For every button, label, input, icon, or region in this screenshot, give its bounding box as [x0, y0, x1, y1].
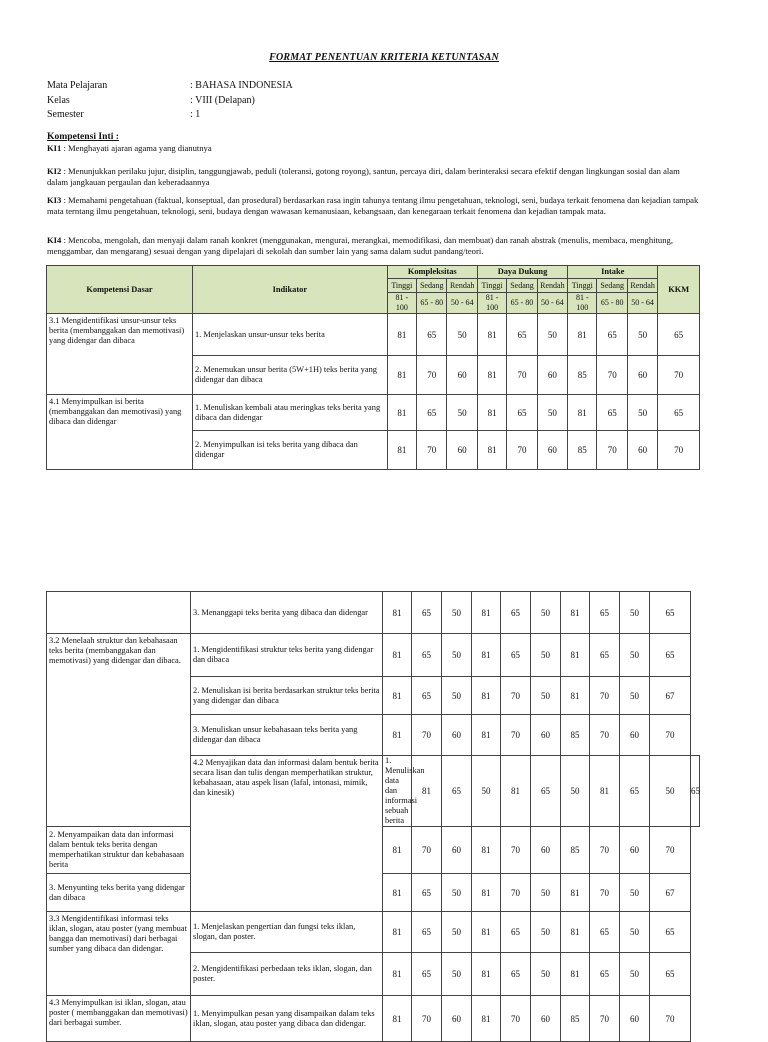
score-cell: 81	[561, 634, 590, 677]
header-range: 50 - 64	[537, 293, 567, 314]
score-cell: 70	[412, 827, 442, 874]
ki-paragraph	[47, 235, 702, 257]
score-cell: 81	[472, 634, 501, 677]
score-cell: 85	[561, 715, 590, 756]
score-cell: 81	[383, 874, 412, 912]
score-cell: 50	[537, 314, 567, 356]
score-cell: 65	[531, 756, 561, 827]
table-row	[47, 634, 700, 677]
score-cell: 81	[477, 431, 506, 470]
kkm-value-cell: 65	[650, 592, 691, 634]
score-cell: 85	[561, 827, 590, 874]
ki-text: : Menghayati ajaran agama yang dianutnya	[61, 143, 212, 153]
score-cell: 60	[442, 996, 472, 1042]
score-cell: 65	[412, 953, 442, 996]
score-cell: 70	[590, 996, 620, 1042]
score-cell: 65	[501, 953, 531, 996]
score-cell: 70	[412, 715, 442, 756]
ki-text: : Memahami pengetahuan (faktual, konseptual, dan prosedural) berdasarkan rasa ingin tahunya tentang ilmu pengetahuan, teknologi, seni, budaya terkait fenomena dan kejadian tampak mata terntang ilmu pengetahuan, teknologi, seni, budaya dengan wawasan kemanusiaan, kebangsaan, dan kenegaraan terkait fenomena dan kejadian tampak mata.	[47, 195, 699, 216]
table-row	[47, 912, 700, 953]
score-cell: 50	[472, 756, 501, 827]
score-cell: 85	[561, 996, 590, 1042]
score-cell: 70	[412, 996, 442, 1042]
score-cell: 50	[442, 634, 472, 677]
score-cell: 65	[597, 314, 627, 356]
ki-code: KI4	[47, 235, 62, 245]
score-cell: 81	[472, 874, 501, 912]
ki-code: KI3	[47, 195, 62, 205]
score-cell: 70	[590, 715, 620, 756]
score-cell: 50	[442, 874, 472, 912]
score-cell: 50	[531, 677, 561, 715]
header-indikator: Indikator	[193, 266, 388, 314]
score-cell: 70	[417, 431, 447, 470]
score-cell: 81	[387, 356, 416, 395]
kkm-value-cell: 70	[650, 715, 691, 756]
score-cell: 65	[412, 874, 442, 912]
score-cell: 81	[383, 592, 412, 634]
score-cell: 81	[472, 996, 501, 1042]
header-range: 50 - 64	[627, 293, 657, 314]
score-cell: 81	[472, 912, 501, 953]
score-cell: 65	[412, 634, 442, 677]
score-cell: 81	[561, 912, 590, 953]
score-cell: 65	[507, 314, 537, 356]
score-cell: 65	[590, 912, 620, 953]
score-cell: 81	[561, 592, 590, 634]
kkm-value-cell: 70	[658, 431, 700, 470]
score-cell: 85	[568, 431, 597, 470]
indikator-cell: 1. Menyimpulkan pesan yang disampaikan dalam teks iklan, slogan, atau poster yang dibaca dan didengar.	[191, 996, 383, 1042]
score-cell: 50	[650, 756, 691, 827]
score-cell: 81	[561, 874, 590, 912]
indikator-cell: 2. Menemukan unsur berita (5W+1H) teks berita yang didengar dan dibaca	[193, 356, 388, 395]
score-cell: 81	[561, 677, 590, 715]
indikator-cell: 3. Menanggapi teks berita yang dibaca dan didengar	[191, 592, 383, 634]
header-level: Sedang	[417, 279, 447, 293]
score-cell: 65	[590, 953, 620, 996]
score-cell: 70	[501, 677, 531, 715]
score-cell: 81	[472, 715, 501, 756]
kompetensi-dasar-cell: 3.1 Mengidentifikasi unsur-unsur teks berita (membanggakan dan memotivasi) yang didengar dan dibaca	[47, 314, 193, 395]
score-cell: 60	[531, 827, 561, 874]
indikator-cell: 2. Menyimpulkan isi teks berita yang dibaca dan didengar	[193, 431, 388, 470]
score-cell: 81	[383, 677, 412, 715]
table-row	[47, 592, 700, 634]
score-cell: 65	[590, 592, 620, 634]
header-range: 50 - 64	[447, 293, 477, 314]
kkm-value-cell: 70	[650, 996, 691, 1042]
score-cell: 81	[383, 827, 412, 874]
score-cell: 81	[383, 953, 412, 996]
score-cell: 60	[620, 715, 650, 756]
score-cell: 81	[477, 314, 506, 356]
indikator-cell: 1. Menuliskan data dan informasi sebuah berita	[383, 756, 412, 827]
score-cell: 50	[442, 953, 472, 996]
score-cell: 60	[447, 356, 477, 395]
table-body	[47, 592, 700, 1042]
kkm-value-cell: 67	[650, 677, 691, 715]
score-cell: 81	[568, 395, 597, 431]
indikator-cell: 2. Menyampaikan data dan informasi dalam bentuk teks berita dengan memperhatikan struktur dan kebahasaan berita	[47, 827, 191, 874]
score-cell: 81	[472, 953, 501, 996]
score-cell: 65	[590, 634, 620, 677]
score-cell: 65	[412, 592, 442, 634]
meta-label: Semester	[47, 109, 84, 120]
table-row	[47, 314, 700, 356]
score-cell: 50	[620, 677, 650, 715]
header-intake: Intake	[568, 266, 658, 279]
kkm-value-cell: 67	[650, 874, 691, 912]
score-cell: 60	[531, 996, 561, 1042]
ki-text: : Mencoba, mengolah, dan menyaji dalam ranah konkret (menggunakan, mengurai, merangkai, memodifikasi, dan membuat) dan ranah abstrak (menulis, membaca, menghitung, menggambar, dan mengarang) sesuai dengan yang dipelajari di sekolah dan sumber lain yang sama dalam sudut pandang/teori.	[47, 235, 673, 256]
score-cell: 50	[531, 953, 561, 996]
score-cell: 81	[383, 912, 412, 953]
header-level: Rendah	[447, 279, 477, 293]
kkm-value-cell: 65	[650, 634, 691, 677]
header-kompetensi-dasar: Kompetensi Dasar	[47, 266, 193, 314]
meta-value: : BAHASA INDONESIA	[190, 80, 293, 91]
indikator-cell: 1. Mengidentifikasi struktur teks berita yang didengar dan dibaca	[191, 634, 383, 677]
score-cell: 65	[620, 756, 650, 827]
score-cell: 81	[472, 827, 501, 874]
kompetensi-dasar-cell: 4.3 Menyimpulkan isi iklan, slogan, atau poster ( membanggakan dan memotivasi) dari berbagai sumber.	[47, 996, 191, 1042]
header-level: Tinggi	[477, 279, 506, 293]
score-cell: 60	[447, 431, 477, 470]
score-cell: 60	[627, 431, 657, 470]
document-title: FORMAT PENENTUAN KRITERIA KETUNTASAN	[269, 52, 499, 63]
kkm-table-page-2	[46, 591, 700, 1042]
ki-heading: Kompetensi Inti :	[47, 131, 119, 142]
meta-value: : 1	[190, 109, 201, 120]
ki-paragraph	[47, 143, 702, 154]
score-cell: 70	[597, 431, 627, 470]
indikator-cell: 1. Menjelaskan pengertian dan fungsi teks iklan, slogan, dan poster.	[191, 912, 383, 953]
score-cell: 70	[501, 715, 531, 756]
score-cell: 70	[501, 827, 531, 874]
header-level: Sedang	[507, 279, 537, 293]
header-kompleksitas: Kompleksitas	[387, 266, 477, 279]
header-range: 81 - 100	[477, 293, 506, 314]
kompetensi-dasar-cell: 3.3 Mengidentifikasi informasi teks iklan, slogan, atau poster (yang membuat bangga dan memotivasi) dari berbagai sumber yang dibaca dan didengar.	[47, 912, 191, 996]
score-cell: 50	[627, 395, 657, 431]
indikator-cell: 2. Menuliskan isi berita berdasarkan struktur teks berita yang didengar dan dibaca	[191, 677, 383, 715]
header-range: 81 - 100	[387, 293, 416, 314]
kkm-value-cell: 65	[658, 314, 700, 356]
score-cell: 70	[501, 996, 531, 1042]
score-cell: 81	[387, 395, 416, 431]
score-cell: 60	[627, 356, 657, 395]
score-cell: 50	[442, 912, 472, 953]
table-row	[47, 996, 700, 1042]
indikator-cell: 3. Menuliskan unsur kebahasaan teks berita yang didengar dan dibaca	[191, 715, 383, 756]
score-cell: 81	[472, 677, 501, 715]
score-cell: 65	[412, 677, 442, 715]
indikator-cell: 1. Menuliskan kembali atau meringkas teks berita yang dibaca dan didengar	[193, 395, 388, 431]
score-cell: 85	[568, 356, 597, 395]
meta-label: Mata Pelajaran	[47, 80, 108, 91]
header-level: Rendah	[627, 279, 657, 293]
indikator-cell: 3. Menyunting teks berita yang didengar dan dibaca	[47, 874, 191, 912]
score-cell: 70	[417, 356, 447, 395]
table-row	[47, 395, 700, 431]
score-cell: 81	[383, 996, 412, 1042]
header-range: 65 - 80	[417, 293, 447, 314]
kkm-table-page-1	[46, 265, 700, 470]
score-cell: 70	[590, 827, 620, 874]
score-cell: 50	[620, 912, 650, 953]
score-cell: 81	[568, 314, 597, 356]
score-cell: 60	[620, 996, 650, 1042]
score-cell: 60	[442, 715, 472, 756]
score-cell: 70	[507, 356, 537, 395]
score-cell: 50	[561, 756, 590, 827]
score-cell: 50	[531, 634, 561, 677]
kkm-value-cell: 65	[658, 395, 700, 431]
score-cell: 70	[501, 874, 531, 912]
kkm-value-cell: 70	[658, 356, 700, 395]
score-cell: 65	[442, 756, 472, 827]
score-cell: 65	[597, 395, 627, 431]
score-cell: 81	[472, 592, 501, 634]
score-cell: 50	[442, 592, 472, 634]
header-kkm: KKM	[658, 266, 700, 314]
kkm-value-cell: 65	[650, 912, 691, 953]
header-level: Rendah	[537, 279, 567, 293]
score-cell: 70	[507, 431, 537, 470]
score-cell: 50	[537, 395, 567, 431]
ki-paragraph	[47, 195, 702, 217]
score-cell: 60	[537, 356, 567, 395]
score-cell: 50	[620, 874, 650, 912]
score-cell: 65	[507, 395, 537, 431]
score-cell: 65	[417, 395, 447, 431]
ki-code: KI2	[47, 166, 62, 176]
header-level: Sedang	[597, 279, 627, 293]
score-cell: 81	[383, 715, 412, 756]
score-cell: 50	[531, 874, 561, 912]
header-daya-dukung: Daya Dukung	[477, 266, 567, 279]
score-cell: 50	[627, 314, 657, 356]
score-cell: 60	[537, 431, 567, 470]
score-cell: 81	[387, 431, 416, 470]
score-cell: 81	[412, 756, 442, 827]
score-cell: 50	[620, 592, 650, 634]
score-cell: 65	[412, 912, 442, 953]
score-cell: 70	[590, 677, 620, 715]
kompetensi-dasar-cell	[47, 592, 191, 634]
score-cell: 81	[561, 953, 590, 996]
score-cell: 65	[501, 912, 531, 953]
kkm-value-cell: 70	[650, 827, 691, 874]
score-cell: 50	[620, 953, 650, 996]
indikator-cell: 1. Menjelaskan unsur-unsur teks berita	[193, 314, 388, 356]
score-cell: 50	[531, 592, 561, 634]
score-cell: 81	[387, 314, 416, 356]
kompetensi-dasar-cell: 3.2 Menelaah struktur dan kebahasaan teks berita (membanggakan dan memotivasi) yang didengar dan dibaca.	[47, 634, 191, 827]
score-cell: 70	[590, 874, 620, 912]
header-level: Tinggi	[568, 279, 597, 293]
score-cell: 60	[442, 827, 472, 874]
score-cell: 60	[620, 827, 650, 874]
meta-value: : VIII (Delapan)	[190, 95, 255, 106]
ki-text: : Menunjukkan perilaku jujur, disiplin, tanggungjawab, peduli (toleransi, gotong royong), santun, percaya diri, dalam berinteraksi secara efektif dengan lingkungan sosial dan alam dalam jangkauan pergaulan dan keberadaannya	[47, 166, 680, 187]
score-cell: 50	[447, 314, 477, 356]
score-cell: 50	[442, 677, 472, 715]
table-header-row	[47, 266, 700, 279]
ki-paragraph	[47, 166, 702, 188]
score-cell: 65	[501, 634, 531, 677]
header-range: 65 - 80	[597, 293, 627, 314]
score-cell: 81	[383, 634, 412, 677]
ki-code: KI1	[47, 143, 62, 153]
score-cell: 70	[597, 356, 627, 395]
score-cell: 81	[501, 756, 531, 827]
score-cell: 50	[620, 634, 650, 677]
score-cell: 50	[447, 395, 477, 431]
header-level: Tinggi	[387, 279, 416, 293]
score-cell: 65	[501, 592, 531, 634]
header-range: 81 - 100	[568, 293, 597, 314]
score-cell: 81	[590, 756, 620, 827]
kkm-value-cell: 65	[650, 953, 691, 996]
kkm-value-cell: 65	[691, 756, 700, 827]
kompetensi-dasar-cell: 4.2 Menyajikan data dan informasi dalam bentuk berita secara lisan dan tulis dengan memperhatikan struktur, kebahasaan, atau aspek lisan (lafal, intonasi, mimik, dan kinesik)	[191, 756, 383, 912]
kompetensi-dasar-cell: 4.1 Menyimpulkan isi berita (membanggakan dan memotivasi) yang dibaca dan didengar	[47, 395, 193, 470]
indikator-cell: 2. Mengidentifikasi perbedaan teks iklan, slogan, dan poster.	[191, 953, 383, 996]
header-range: 65 - 80	[507, 293, 537, 314]
score-cell: 50	[531, 912, 561, 953]
score-cell: 81	[477, 356, 506, 395]
score-cell: 81	[477, 395, 506, 431]
score-cell: 65	[417, 314, 447, 356]
score-cell: 60	[531, 715, 561, 756]
meta-label: Kelas	[47, 95, 70, 106]
table-body	[47, 314, 700, 470]
